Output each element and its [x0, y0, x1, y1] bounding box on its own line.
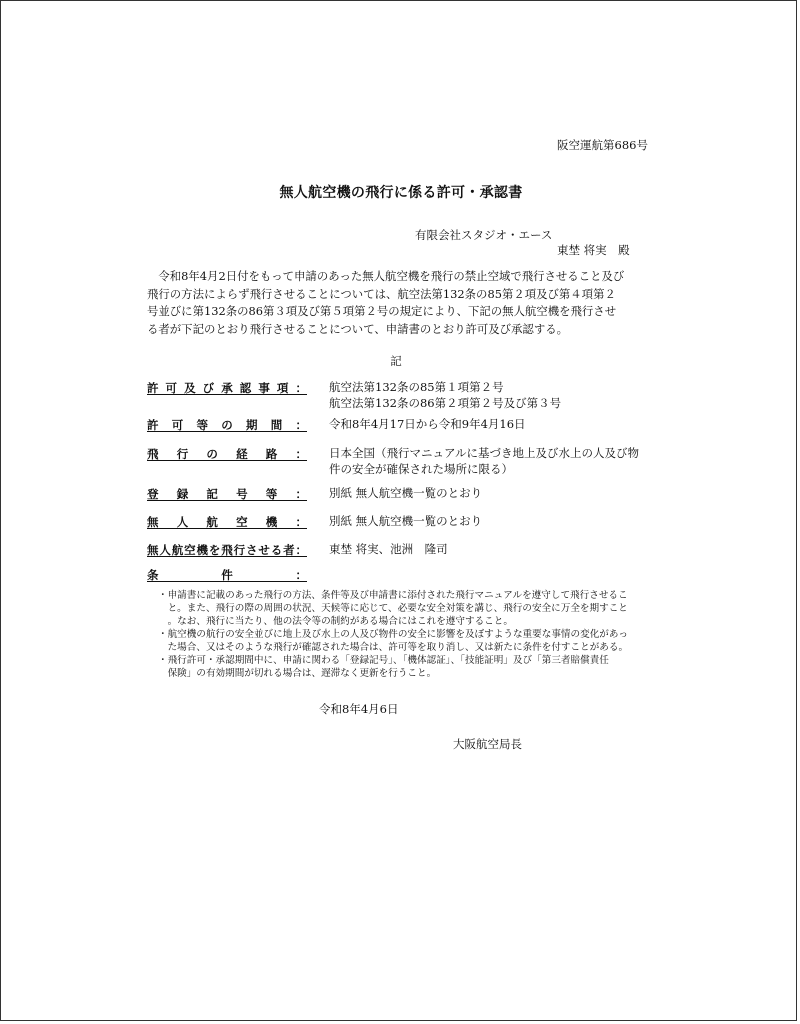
condition-line: ・航空機の航行の安全並びに地上及び水上の人及び物件の安全に影響を及ぼすような重要な事情の変化があっ [158, 629, 628, 640]
recipient-name: 東埜 将実 殿 [557, 243, 630, 257]
row-value-drone [329, 514, 482, 530]
row-value-line: 別紙 無人航空機一覧のとおり [329, 514, 483, 528]
row-label-period: 許可等の期間： [147, 418, 307, 432]
row-value-permission-items [329, 380, 561, 411]
body-line: 令和8年4月2日付をもって申請のあった無人航空機を飛行の禁止空域で飛行させること及び [147, 269, 625, 283]
condition-line: ・申請書に記載のあった飛行の方法、条件等及び申請書に添付された飛行マニュアルを遵守して飛行させるこ [158, 590, 628, 601]
body-paragraph [147, 268, 657, 338]
condition-line: た場合、又はそのような飛行が確認された場合は、許可等を取り消し、又は新たに条件を付すことがある。 [158, 642, 629, 653]
issue-date: 令和8年4月6日 [319, 702, 399, 716]
row-label-drone: 無人航空機： [147, 515, 307, 529]
condition-line: と。また、飛行の際の周囲の状況、天候等に応じて、必要な安全対策を講じ、飛行の安全に万全を期すこと [158, 603, 628, 614]
condition-line: 。なお、飛行に当たり、他の法令等の制約がある場合にはこれを遵守すること。 [158, 616, 513, 627]
condition-line: 保険」の有効期間が切れる場合は、遅滞なく更新を行うこと。 [158, 668, 437, 679]
row-value-line: 航空法第132条の86第２項第２号及び第３号 [329, 395, 562, 410]
recipient-company: 有限会社スタジオ・エース [415, 228, 553, 242]
row-value-line: 東埜 将実、池洲 隆司 [329, 542, 448, 556]
row-value-registration [329, 486, 482, 502]
row-value-operators [329, 542, 448, 558]
body-line: 号並びに第132条の86第３項及び第５項第２号の規定により、下記の無人航空機を飛行させ [147, 304, 617, 319]
row-value-line: 別紙 無人航空機一覧のとおり [329, 486, 483, 500]
row-label-registration: 登録記号等： [147, 487, 307, 501]
row-value-line: 日本全国（飛行マニュアルに基づき地上及び水上の人及び物 [329, 446, 640, 460]
row-label-flight-route: 飛行の経路： [147, 447, 307, 461]
row-label-conditions: 条件： [147, 568, 307, 582]
body-line: 飛行の方法によらず飛行させることについては、航空法第132条の85第２項及び第４項第２ [147, 286, 616, 301]
row-value-flight-route [329, 446, 639, 477]
row-value-line: 令和8年4月17日から令和9年4月16日 [329, 417, 526, 431]
body-line: る者が下記のとおり飛行させることについて、申請書のとおり許可及び承認する。 [147, 321, 568, 336]
document-number: 阪空運航第686号 [557, 138, 648, 152]
row-label-permission-items: 許可及び承認事項： [147, 381, 307, 395]
ki-heading: 記 [390, 354, 402, 368]
document-title: 無人航空機の飛行に係る許可・承認書 [279, 185, 523, 201]
row-value-line: 件の安全が確保された場所に限る） [329, 461, 513, 476]
condition-line: ・飛行許可・承認期間中に、申請に関わる「登録記号」、「機体認証」、「技能証明」及び「第三者賠償責任 [158, 655, 609, 666]
row-value-period [329, 417, 526, 433]
conditions-list [158, 589, 658, 680]
issuer: 大阪航空局長 [453, 737, 522, 751]
row-label-operators: 無人航空機を飛行させる者： [147, 543, 307, 557]
row-value-line: 航空法第132条の85第１項第２号 [329, 380, 504, 394]
